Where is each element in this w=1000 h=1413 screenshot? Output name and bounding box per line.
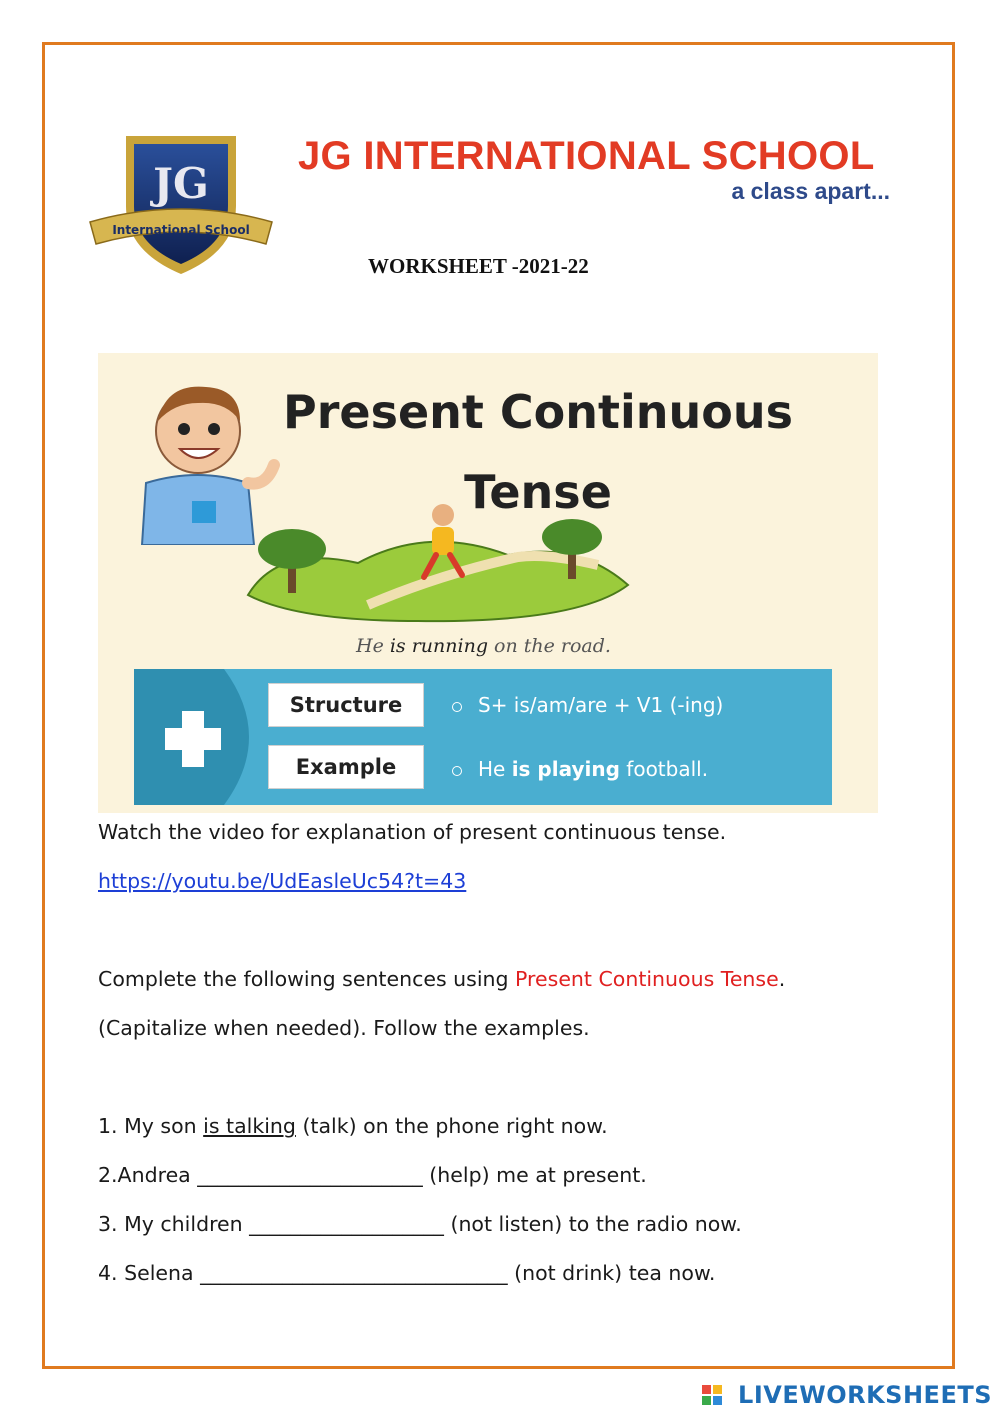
- circle-bullet-icon: [452, 702, 462, 712]
- video-link[interactable]: https://youtu.be/UdEasleUc54?t=43: [98, 869, 467, 893]
- instruction-prefix: Complete the following sentences using: [98, 967, 516, 991]
- banner-title-line2: Tense: [464, 465, 612, 519]
- liveworksheets-logo-icon: [702, 1383, 734, 1407]
- plus-icon: [134, 669, 284, 805]
- example-bold: is playing: [511, 757, 620, 781]
- worksheet-title: WORKSHEET -2021-22: [368, 254, 589, 278]
- crest-ribbon-text: International School: [112, 223, 250, 237]
- structure-info-box: [134, 669, 832, 805]
- exercise-3[interactable]: 3. My children ___________________ (not listen) to the radio now.: [98, 1212, 742, 1236]
- example-label: Example: [268, 745, 424, 789]
- video-link-line: [98, 869, 466, 893]
- watch-video-text: Watch the video for explanation of present continuous tense.: [98, 820, 727, 844]
- exercise-2[interactable]: 2.Andrea ______________________ (help) me at present.: [98, 1163, 647, 1187]
- lesson-banner: [98, 353, 878, 813]
- circle-bullet-icon: [452, 766, 462, 776]
- svg-text:JG: JG: [153, 159, 209, 208]
- example-text: [452, 757, 708, 781]
- example-suffix: football.: [619, 757, 709, 781]
- instruction-line-1: [98, 967, 785, 991]
- caption-prefix: He: [356, 635, 390, 657]
- instruction-line-2: (Capitalize when needed). Follow the examples.: [98, 1016, 590, 1040]
- school-tagline: a class apart...: [731, 178, 890, 204]
- school-header: [80, 108, 940, 290]
- running-scene-illustration: [218, 445, 638, 625]
- structure-formula: S+ is/am/are + V1 (-ing): [478, 693, 724, 717]
- liveworksheets-brand: LIVEWORKSHEETS: [738, 1381, 992, 1409]
- school-name: JG INTERNATIONAL SCHOOL: [298, 134, 875, 178]
- school-crest-logo: [86, 126, 276, 278]
- exercise-1-prefix: 1. My son: [98, 1114, 204, 1138]
- caption-suffix: on the road.: [488, 635, 611, 657]
- exercise-1: [98, 1114, 608, 1138]
- example-prefix: He: [478, 757, 512, 781]
- caption-emphasis: is running: [389, 635, 488, 657]
- banner-caption: [356, 635, 611, 657]
- exercise-1-suffix: (talk) on the phone right now.: [295, 1114, 608, 1138]
- banner-title-line1: Present Continuous: [282, 385, 794, 439]
- instruction-suffix: .: [778, 967, 786, 991]
- liveworksheets-watermark: [702, 1380, 992, 1410]
- structure-text: [452, 693, 723, 717]
- structure-label: Structure: [268, 683, 424, 727]
- instruction-highlight: Present Continuous Tense: [515, 967, 779, 991]
- exercise-1-answer: is talking: [203, 1114, 296, 1138]
- exercise-4[interactable]: 4. Selena ______________________________ (not drink) tea now.: [98, 1261, 716, 1285]
